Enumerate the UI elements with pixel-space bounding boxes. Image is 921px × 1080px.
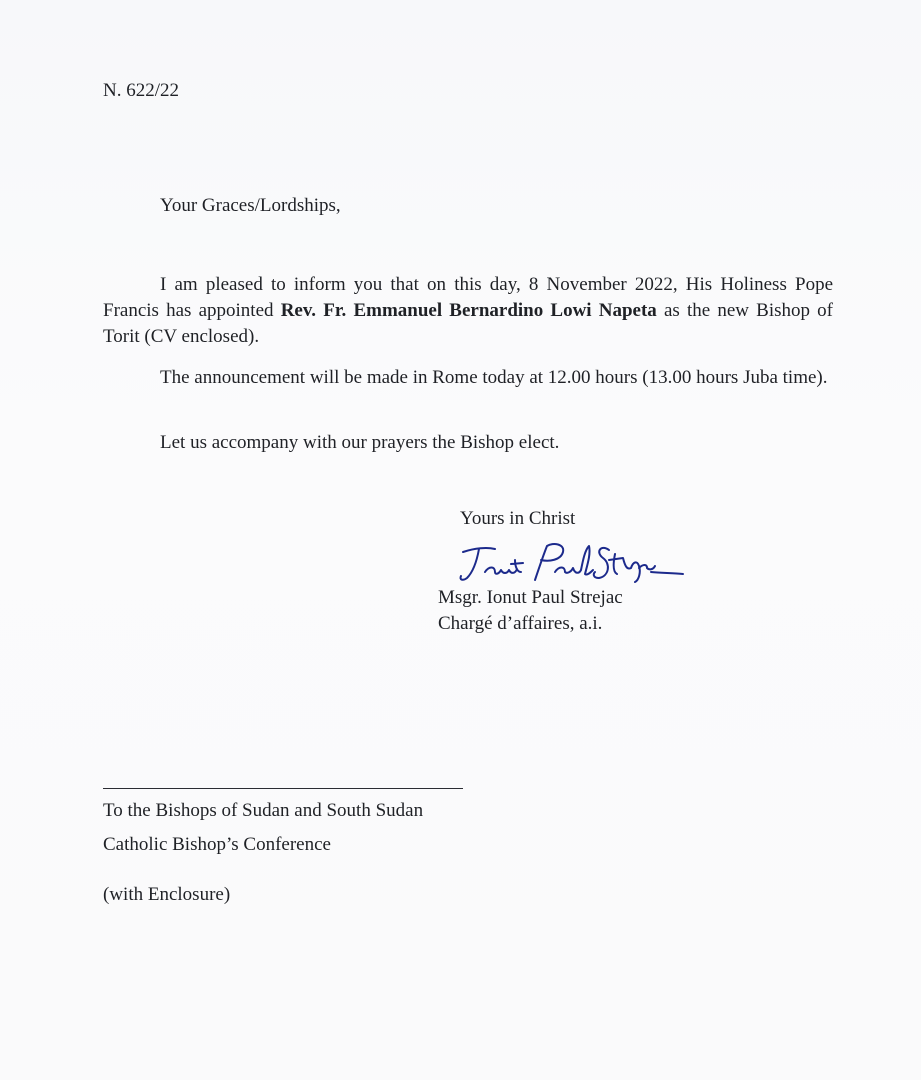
signer-title: Chargé d’affaires, a.i. (438, 613, 603, 634)
prayers-text: Let us accompany with our prayers the Bishop elect. (160, 432, 560, 453)
salutation: Your Graces/Lordships, (160, 195, 341, 216)
appointment-text-after: as the new Bishop of Torit (CV enclosed). (103, 300, 834, 347)
signer-name: Msgr. Ionut Paul Strejac (438, 587, 623, 608)
recipient-line-1: To the Bishops of Sudan and South Sudan (103, 800, 424, 821)
recipient-line-2: Catholic Bishop’s Conference (103, 834, 331, 855)
enclosure-note: (with Enclosure) (103, 884, 231, 905)
handwritten-signature (455, 540, 690, 590)
appointment-text-before: I am pleased to inform you that on this day, 8 November 2022, His Holiness Pope Francis has appointed (103, 274, 833, 321)
divider-line (103, 788, 463, 789)
reference-number: N. 622/22 (103, 80, 179, 101)
paragraph-appointment (103, 272, 833, 350)
closing: Yours in Christ (460, 508, 576, 529)
appointee-name: Rev. Fr. Emmanuel Bernardino Lowi Napeta (280, 300, 657, 321)
paragraph-prayers (103, 430, 833, 456)
announcement-text: The announcement will be made in Rome today at 12.00 hours (13.00 hours Juba time). (160, 367, 828, 388)
paragraph-announcement (103, 365, 833, 391)
